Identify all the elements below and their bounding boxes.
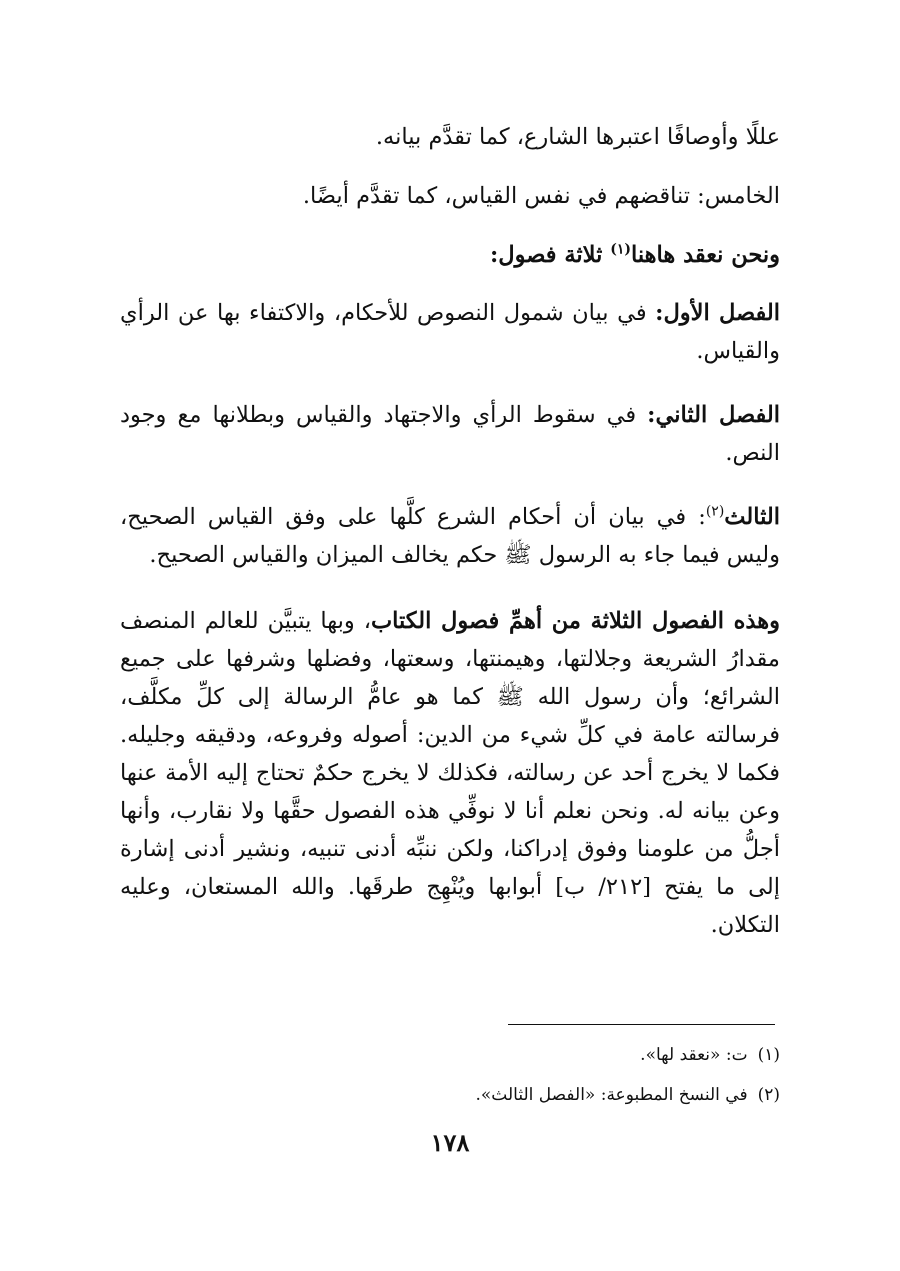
footnote-2 [120, 1083, 780, 1107]
page-number: ١٧٨ [430, 1128, 470, 1157]
chapter-three-line [120, 498, 780, 574]
footnote-2-number: (٢) [757, 1085, 780, 1105]
paragraph-1 [120, 118, 780, 156]
paragraph-fifth-text: الخامس: تناقضهم في نفس القياس، كما تقدَّم أيضًا. [302, 183, 780, 209]
chapter-two-heading: الفصل الثاني: [647, 402, 781, 428]
chapters-intro-post: ثلاثة فصول: [489, 242, 611, 268]
chapter-one-body: في بيان شمول النصوص للأحكام، والاكتفاء بها عن الرأي والقياس. [120, 300, 780, 364]
footnote-ref-2: (٢) [705, 503, 725, 520]
paragraph-chapter-one [120, 294, 780, 370]
importance-line [120, 602, 780, 944]
footnote-divider [508, 1024, 775, 1025]
chapters-intro-pre: ونحن نعقد هاهنا [631, 242, 780, 268]
importance-body: ، وبها يتبيَّن للعالم المنصف مقدارُ الشريعة وجلالتها، وهيمنتها، وسعتها، وفضلها وشرفها على جميع الشرائع؛ وأن رسول الله ﷺ كما هو عامُّ الرسالة إلى كلِّ مكلَّف، فرسالته عامة في كلِّ شيء من الدين: أصوله وفروعه، ودقيقه وجليله. فكما لا يخرج أحد عن رسالته، فكذلك لا يخرج حكمٌ تحتاج إليه الأمة عنها وعن بيانه له. ونحن نعلم أنا لا نوفِّي هذه الفصول حقَّها ولا نقارب، وأنها أجلُّ من علومنا وفوق إدراكنا، ولكن ننبِّه أدنى تنبيه، ونشير أدنى إشارة إلى ما يفتح [٢١٢/ ب] أبوابها ويُنْهِج طرقَها. والله المستعان، وعليه التكلان. [120, 608, 780, 938]
paragraph-chapter-two [120, 396, 780, 472]
footnote-1-number: (١) [757, 1045, 780, 1065]
footnote-ref-1: (١) [610, 241, 631, 258]
footnote-1 [120, 1043, 780, 1067]
chapter-one-heading: الفصل الأول: [655, 300, 780, 326]
chapter-two-body: في سقوط الرأي والاجتهاد والقياس وبطلانها مع وجود النص. [120, 402, 780, 466]
chapter-three-body: : في بيان أن أحكام الشرع كلَّها على وفق القياس الصحيح، وليس فيما جاء به الرسول ﷺ حكم يخالف الميزان والقياس الصحيح. [120, 504, 780, 568]
paragraph-1-text: عللًا وأوصافًا اعتبرها الشارع، كما تقدَّم بيانه. [375, 124, 780, 150]
chapters-intro-line [120, 236, 780, 274]
paragraph-chapter-three [120, 498, 780, 574]
importance-heading: وهذه الفصول الثلاثة من أهمِّ فصول الكتاب [370, 608, 780, 634]
chapter-one-line [120, 294, 780, 370]
footnote-2-text: في النسخ المطبوعة: «الفصل الثالث». [475, 1085, 748, 1105]
paragraph-importance [120, 602, 780, 944]
footnote-1-text: ت: «نعقد لها». [640, 1045, 748, 1065]
chapter-two-line [120, 396, 780, 472]
chapter-three-heading: الثالث [724, 504, 780, 530]
paragraph-fifth [120, 177, 780, 215]
paragraph-chapters-intro [120, 236, 780, 274]
